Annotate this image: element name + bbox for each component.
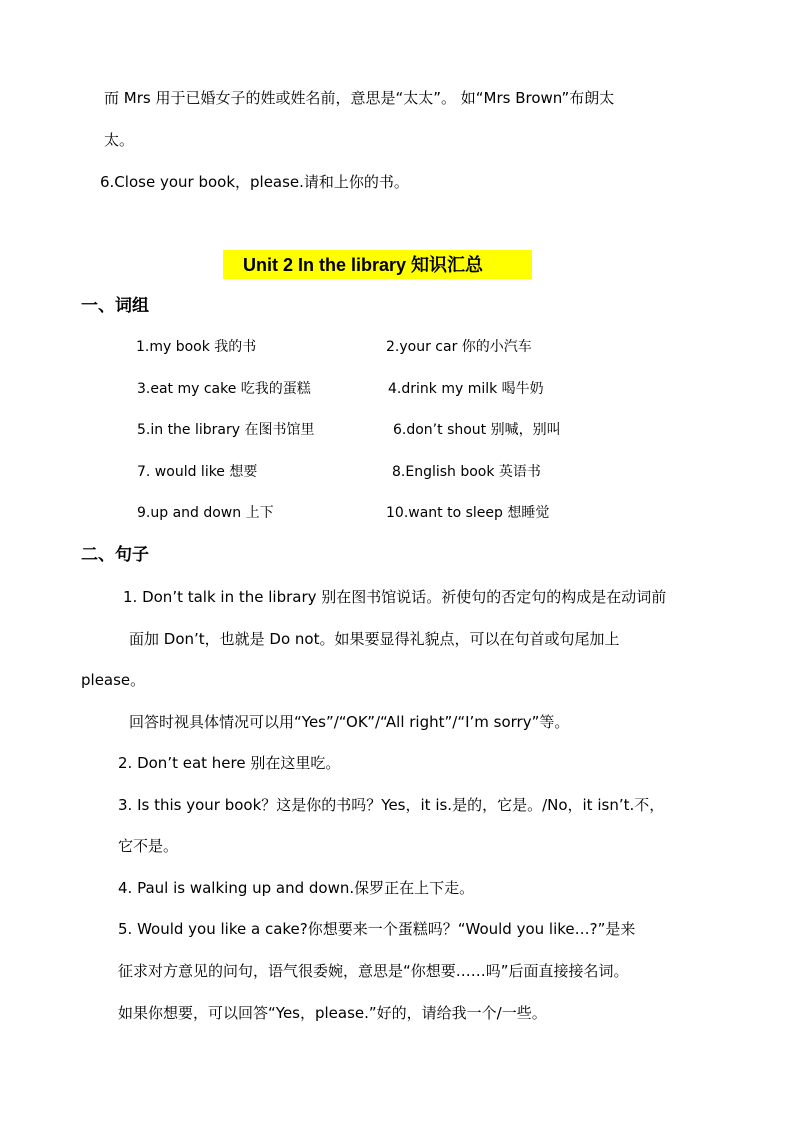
- sentence-line: 5. Would you like a cake?你想要来一个蛋糕吗？“Would you like…?”是来: [118, 920, 636, 938]
- sentence-line: 1. Don’t talk in the library 别在图书馆说话。祈使句的否定句的构成是在动词前: [123, 588, 667, 606]
- phrase-item: 6.don’t shout 别喊，别叫: [393, 422, 561, 438]
- sentence-line: 3. Is this your book？这是你的书吗？Yes，it is.是的，它是。/No，it isn’t.不，: [118, 796, 665, 814]
- section-heading-phrases: 一、词组: [81, 296, 149, 316]
- sentence-line: 如果你想要，可以回答“Yes，please.”好的，请给我一个/一些。: [118, 1004, 547, 1022]
- section-heading-sentences: 二、句子: [81, 545, 149, 565]
- intro-line-2: 太。: [104, 131, 135, 149]
- phrase-item: 3.eat my cake 吃我的蛋糕: [137, 381, 311, 397]
- intro-line-3: 6.Close your book，please.请和上你的书。: [100, 173, 409, 191]
- sentence-line: 2. Don’t eat here 别在这里吃。: [118, 754, 341, 772]
- phrase-item: 4.drink my milk 喝牛奶: [388, 381, 544, 397]
- sentence-line: 它不是。: [118, 837, 179, 855]
- sentence-line: 回答时视具体情况可以用“Yes”/“OK”/“All right”/“I’m sorry”等。: [129, 713, 570, 731]
- sentence-line: 面加 Don’t，也就是 Do not。如果要显得礼貌点，可以在句首或句尾加上: [129, 630, 620, 648]
- sentence-line: please。: [81, 671, 146, 689]
- page-title: Unit 2 In the library 知识汇总: [243, 255, 484, 275]
- phrase-item: 7. would like 想要: [137, 464, 258, 480]
- phrase-item: 8.English book 英语书: [392, 464, 541, 480]
- phrase-item: 9.up and down 上下: [137, 505, 274, 521]
- phrase-item: 1.my book 我的书: [136, 339, 257, 355]
- phrase-item: 2.your car 你的小汽车: [386, 339, 532, 355]
- sentence-line: 4. Paul is walking up and down.保罗正在上下走。: [118, 879, 475, 897]
- sentence-line: 征求对方意见的问句，语气很委婉，意思是“你想要……吗”后面直接接名词。: [118, 962, 629, 980]
- phrase-item: 5.in the library 在图书馆里: [137, 422, 315, 438]
- phrase-item: 10.want to sleep 想睡觉: [386, 505, 550, 521]
- intro-line-1: 而 Mrs 用于已婚女子的姓或姓名前，意思是“太太”。 如“Mrs Brown”布朗太: [104, 89, 615, 107]
